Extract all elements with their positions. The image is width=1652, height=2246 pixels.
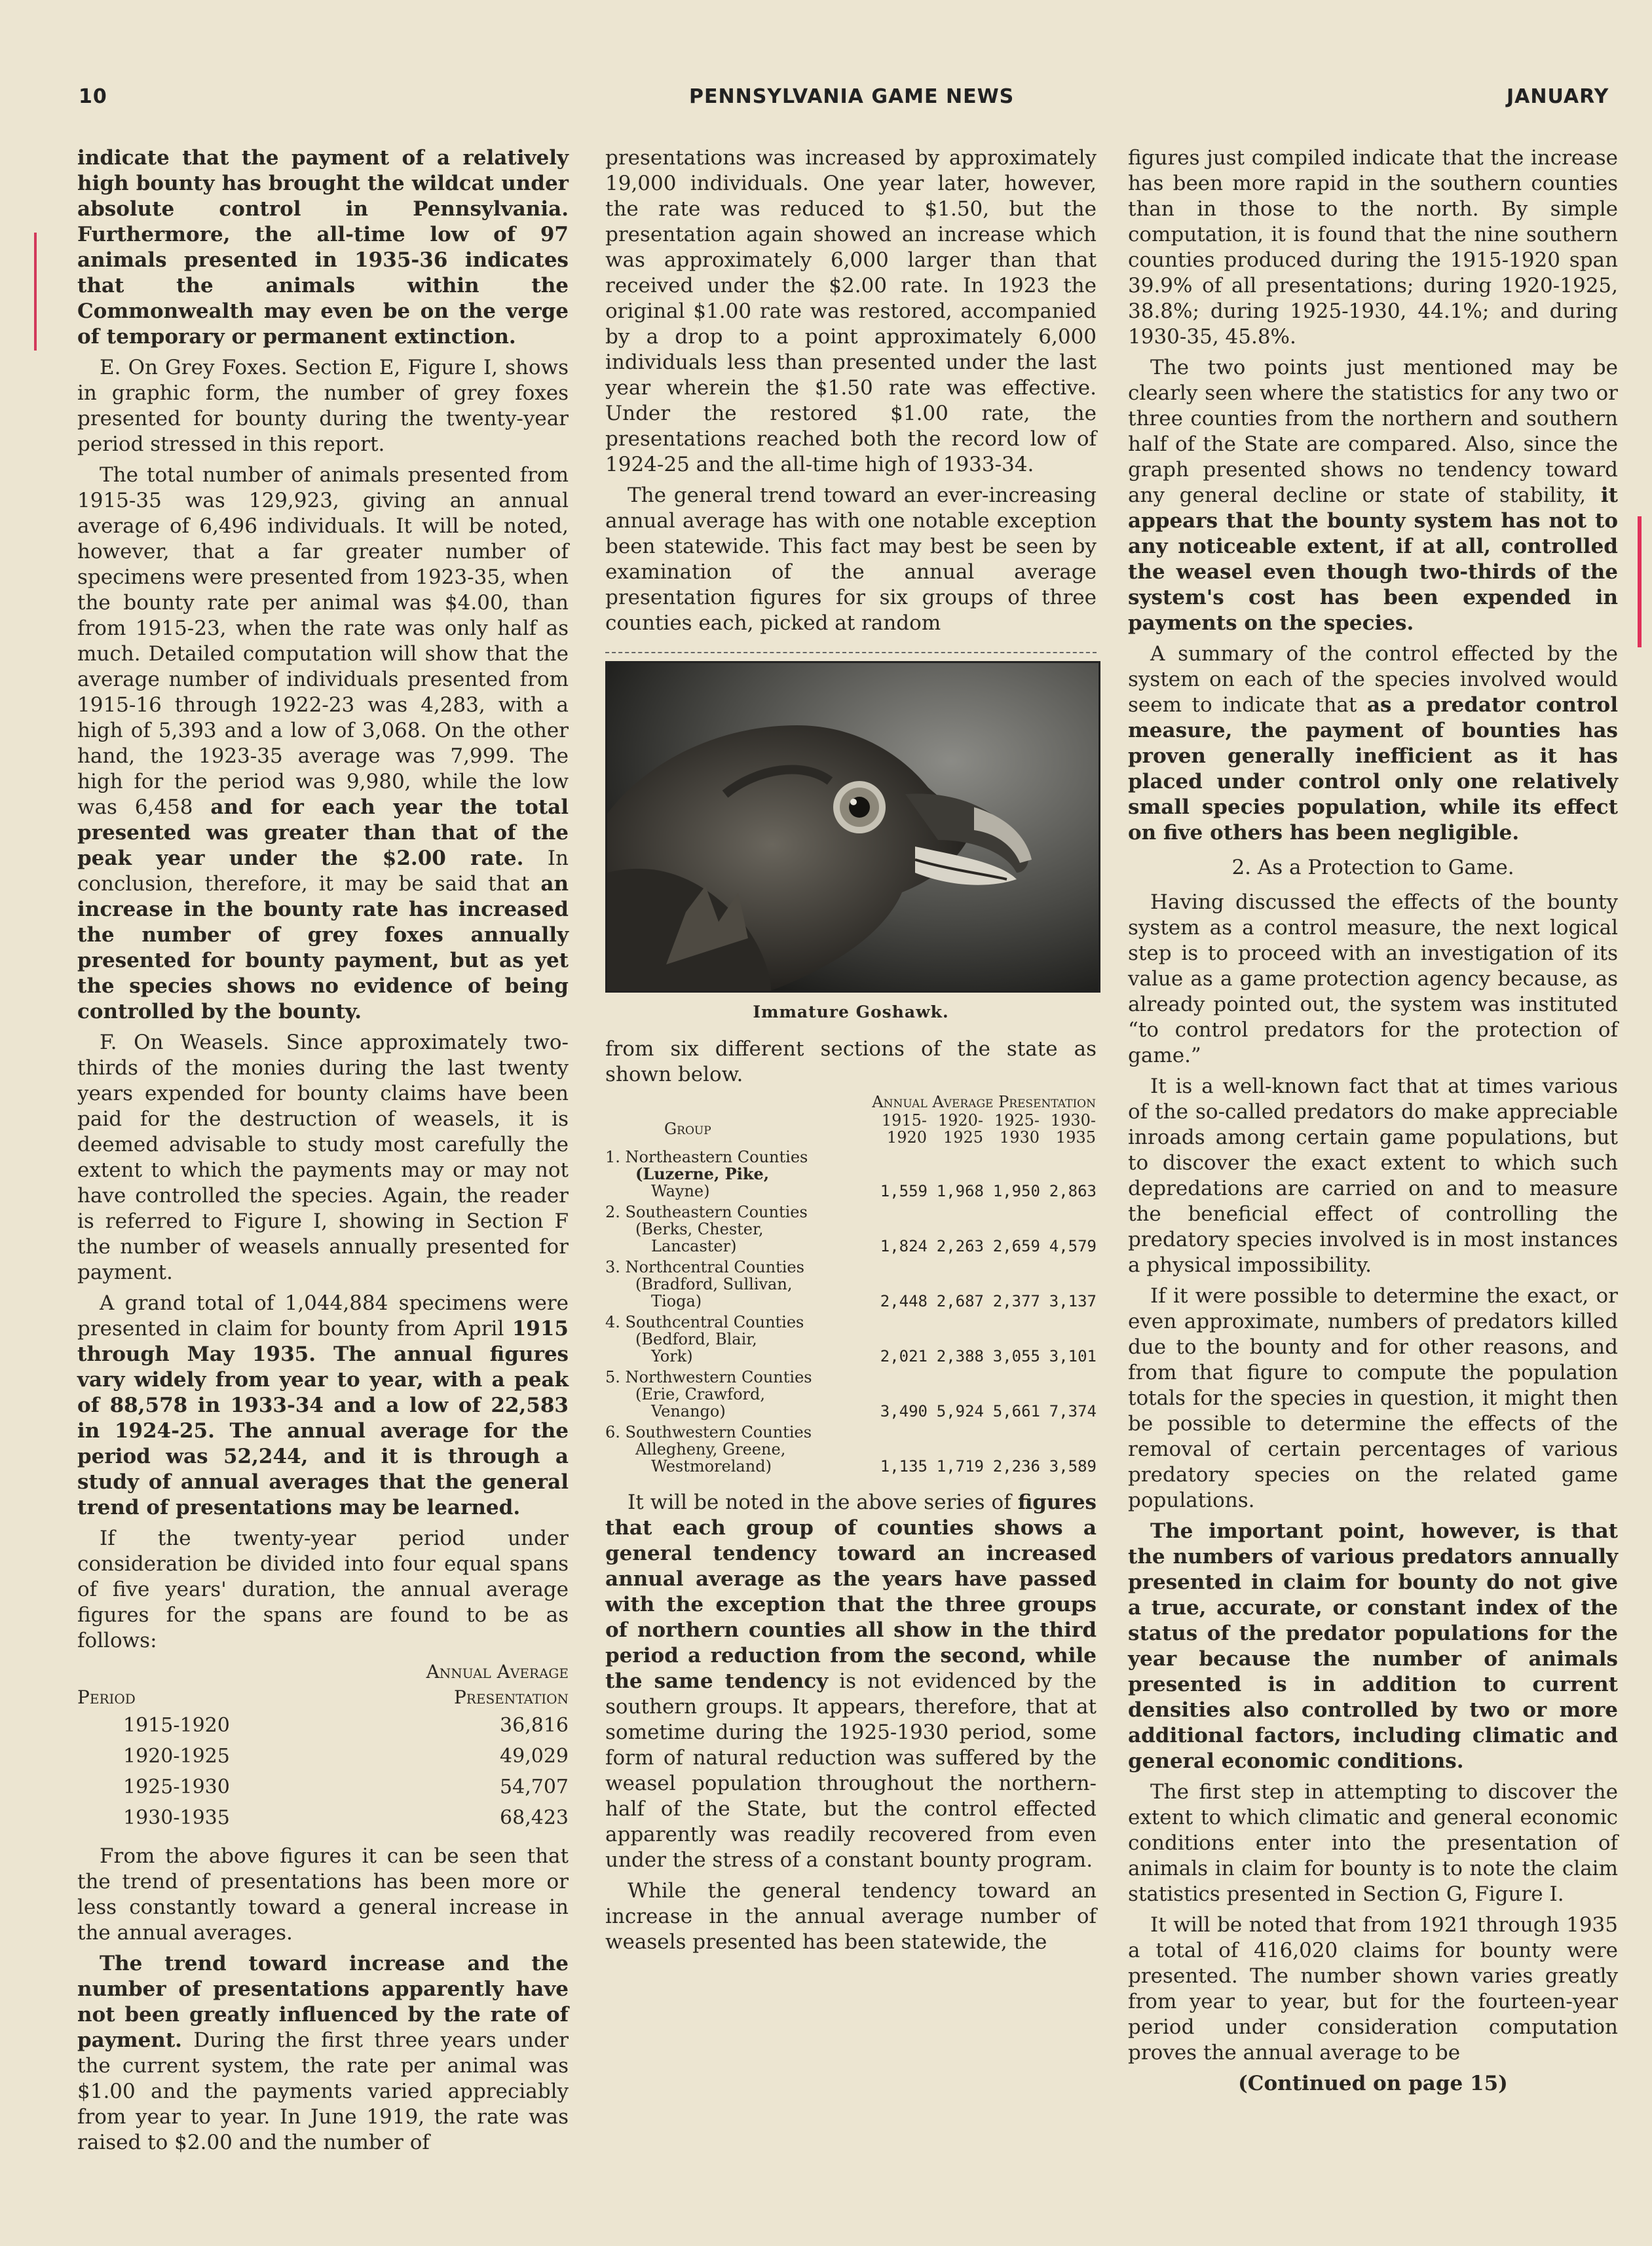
value-cell: 49,029: [500, 1745, 569, 1768]
paragraph: It will be noted in the above series of figures that each group of counties shows a general tendency toward an increased annual average as the years have passed with the exception that the three groups of northern counties all show in the third period a reduction from the second, while the same tendency is not evidenced by the southern groups. It appears, therefore, that at sometime during the 1925-1930 period, some form of natural reduction was suffered by the weasel population throughout the northern-half of the State, but the control effected apparently was readily recovered from even under the stress of a constant bounty program.: [605, 1491, 1097, 1872]
table-header: Group: [664, 1120, 711, 1138]
paragraph: The first step in attempting to discover the extent to which climatic and general economic conditions enter into the presentation of animals in claim for bounty is to note the claim statistics presented in Section G, Figure I.: [1128, 1780, 1618, 1906]
paragraph: The general trend toward an ever-increasing annual average has with one notable exception been statewide. This fact may best be seen by examination of the annual average presentation figures for six groups of three counties each, picked at random: [605, 484, 1097, 635]
paragraph: The important point, however, is that the numbers of various predators annually presented in claim for bounty do not give a true, accurate, or constant index of the status of the predator populations for the year because the number of animals presented is in addition to current densities also controlled by two or more additional factors, including climatic and general economic conditions.: [1128, 1519, 1618, 1773]
year-header: 1920- 1925: [937, 1111, 983, 1147]
paragraph: The total number of animals presented from 1915-35 was 129,923, giving an annual average of 6,496 individuals. It will be noted, however, that a far greater number of specimens were presented from 1923-35, when the bounty rate per animal was $4.00, than from 1915-23, when the rate was only half as much. Detailed computation will show that the average number of individuals presented from 1915-16 through 1922-23 was 4,283, with a high of 5,393 and a low of 3,068. On the other hand, the 1923-35 average was 7,999. The high for the period was 9,980, while the low was 6,458 and for each year the total presented was greater than that of the peak year under the $2.00 rate. In conclusion, therefore, it may be said that an increase in the bounty rate has increased the number of grey foxes annually presented for bounty payment, but as yet the species shows no evidence of being controlled by the bounty.: [77, 463, 569, 1023]
table-header: Period: [77, 1686, 136, 1708]
goshawk-photo: [605, 661, 1100, 993]
period-average-table: [77, 1659, 569, 1833]
paragraph: From the above figures it can be seen that the trend of presentations has been more or less constantly toward a general increase in the annual averages.: [77, 1844, 569, 1945]
paragraph: It will be noted that from 1921 through 1935 a total of 416,020 claims for bounty were presented. The number shown varies greatly from year to year, but for the fourteen-year period under consideration computation proves the annual average to be: [1128, 1913, 1618, 2065]
paragraph: A grand total of 1,044,884 specimens were presented in claim for bounty from April 1915 through May 1935. The annual figures vary widely from year to year, with a peak of 88,578 in 1933-34 and a low of 22,583 in 1924-25. The annual average for the period was 52,244, and it is through a study of annual averages that the general trend of presentations may be learned.: [77, 1291, 569, 1519]
value-cell: 54,707: [500, 1776, 569, 1799]
paragraph: F. On Weasels. Since approximately two-thirds of the monies during the last twenty years expended for bounty claims have been paid for the destruction of weasels, it is deemed advisable to study most carefully the extent to which the payments may or may not have controlled the species. Again, the reader is referred to Figure I, showing in Section F the number of weasels annually presented for payment.: [77, 1031, 569, 1284]
table-header: Presentation: [453, 1686, 569, 1708]
section-heading: 2. As a Protection to Game.: [1231, 856, 1514, 879]
paragraph: If it were possible to determine the exact, or even approximate, numbers of predators killed due to the bounty and for other reasons, and from that figure to compute the population totals for the species in question, it might then be possible to determine the effects of the removal of certain percentages of various predatory species on the related game populations.: [1128, 1284, 1618, 1512]
magazine-title: PENNSYLVANIA GAME NEWS: [689, 85, 1015, 108]
table-title: Annual Average Presentation: [872, 1093, 1096, 1111]
divider: [605, 652, 1097, 653]
column-middle: [605, 145, 1097, 1960]
margin-pen-mark-left: [34, 233, 37, 351]
table-row: [77, 1741, 569, 1772]
table-row: 1. Northeastern Counties (Luzerne, Pike, Wayne) 1,559 1,968 1,950 2,863: [605, 1148, 1097, 1200]
table-row: 3. Northcentral Counties (Bradford, Sullivan, Tioga) 2,448 2,687 2,377 3,137: [605, 1258, 1097, 1310]
paragraph: A summary of the control effected by the system on each of the species involved would seem to indicate that as a predator control measure, the payment of bounties has proven generally inefficient as it has placed under control only one relatively small species population, while its effect on five others has been negligible.: [1128, 642, 1619, 845]
photo-caption: Immature Goshawk.: [753, 1002, 949, 1021]
column-left: [77, 145, 569, 2161]
period-cell: 1925-1930: [123, 1776, 230, 1799]
margin-pen-mark-right: [1638, 516, 1642, 647]
table-row: [77, 1772, 569, 1802]
table-row: [77, 1710, 569, 1741]
year-header: 1915- 1920: [881, 1111, 927, 1147]
table-row: 6. Southwestern Counties Allegheny, Greene, Westmoreland) 1,135 1,719 2,236 3,589: [605, 1423, 1097, 1475]
period-cell: 1930-1935: [123, 1806, 230, 1829]
county-group-table: [605, 1093, 1097, 1477]
goshawk-image: [607, 663, 1098, 991]
column-right: [1128, 145, 1618, 2097]
paragraph: figures just compiled indicate that the increase has been more rapid in the southern counties than in those to the north. By simple computation, it is found that the nine southern counties produced during the 1915-1920 span 39.9% of all presentations; during 1920-1925, 38.8%; during 1925-1930, 44.1%; and during 1930-35, 45.8%.: [1128, 146, 1618, 349]
page-number: 10: [79, 85, 107, 108]
paragraph: The two points just mentioned may be clearly seen where the statistics for any two or three counties from the northern and southern half of the State are compared. Also, since the graph presented shows no tendency toward any general decline or state of stability, it appears that the bounty system has not to any noticeable extent, if at all, controlled the weasel even though two-thirds of the system's cost has been expended in payments on the species.: [1128, 356, 1618, 635]
continued-note: (Continued on page 15): [1238, 2072, 1508, 2095]
table-row: 2. Southeastern Counties (Berks, Chester, Lancaster) 1,824 2,263 2,659 4,579: [605, 1203, 1097, 1255]
paragraph: Having discussed the effects of the bounty system as a control measure, the next logical step is to proceed with an investigation of its value as a game protection agency because, as already pointed out, the system was instituted “to control predators for the protection of game.”: [1128, 890, 1618, 1067]
table-header: Annual Average: [426, 1661, 569, 1683]
table-row: 4. Southcentral Counties (Bedford, Blair, York) 2,021 2,388 3,055 3,101: [605, 1313, 1097, 1365]
issue-month: JANUARY: [1507, 85, 1609, 108]
year-header: 1925- 1930: [994, 1111, 1040, 1147]
period-cell: 1915-1920: [123, 1714, 230, 1737]
paragraph: indicate that the payment of a relatively high bounty has brought the wildcat under absolute control in Pennsylvania. Furthermore, the all-time low of 97 animals presented in 1935-36 indicates that the animals within the Commonwealth may even be on the verge of temporary or permanent extinction.: [77, 146, 569, 349]
table-row: 5. Northwestern Counties (Erie, Crawford, Venango) 3,490 5,924 5,661 7,374: [605, 1368, 1097, 1420]
paragraph: While the general tendency toward an increase in the annual average number of weasels presented has been statewide, the: [605, 1879, 1097, 1954]
table-row: [77, 1802, 569, 1833]
paragraph: It is a well-known fact that at times various of the so-called predators do make appreciable inroads among certain game populations, but to discover the exact extent to which such depredations are carried on and to measure the beneficial effect of controlling the predatory species involved is in most instances a physical impossibility.: [1128, 1075, 1618, 1277]
period-cell: 1920-1925: [123, 1745, 230, 1768]
paragraph: If the twenty-year period under consideration be divided into four equal spans of five years' duration, the annual average figures for the spans are found to be as follows:: [77, 1527, 569, 1652]
value-cell: 36,816: [500, 1714, 569, 1737]
paragraph: presentations was increased by approximately 19,000 individuals. One year later, however, the rate was reduced to $1.50, but the presentation again showed an increase which was approximately 6,000 larger than that received under the $2.00 rate. In 1923 the original $1.00 rate was restored, accompanied by a drop to a point approximately 6,000 individuals less than presented under the last year wherein the $1.50 rate was effective. Under the restored $1.00 rate, the presentations reached both the record low of 1924-25 and the all-time high of 1933-34.: [605, 146, 1097, 476]
paragraph: from six different sections of the state as shown below.: [605, 1037, 1097, 1086]
paragraph: The trend toward increase and the number of presentations apparently have not been greatly influenced by the rate of payment. During the first three years under the current system, the rate per animal was $1.00 and the payments varied appreciably from year to year. In June 1919, the rate was raised to $2.00 and the number of: [77, 1952, 569, 2154]
paragraph: E. On Grey Foxes. Section E, Figure I, shows in graphic form, the number of grey foxes presented for bounty during the twenty-year period stressed in this report.: [77, 356, 569, 456]
year-header: 1930- 1935: [1050, 1111, 1096, 1147]
value-cell: 68,423: [500, 1806, 569, 1829]
